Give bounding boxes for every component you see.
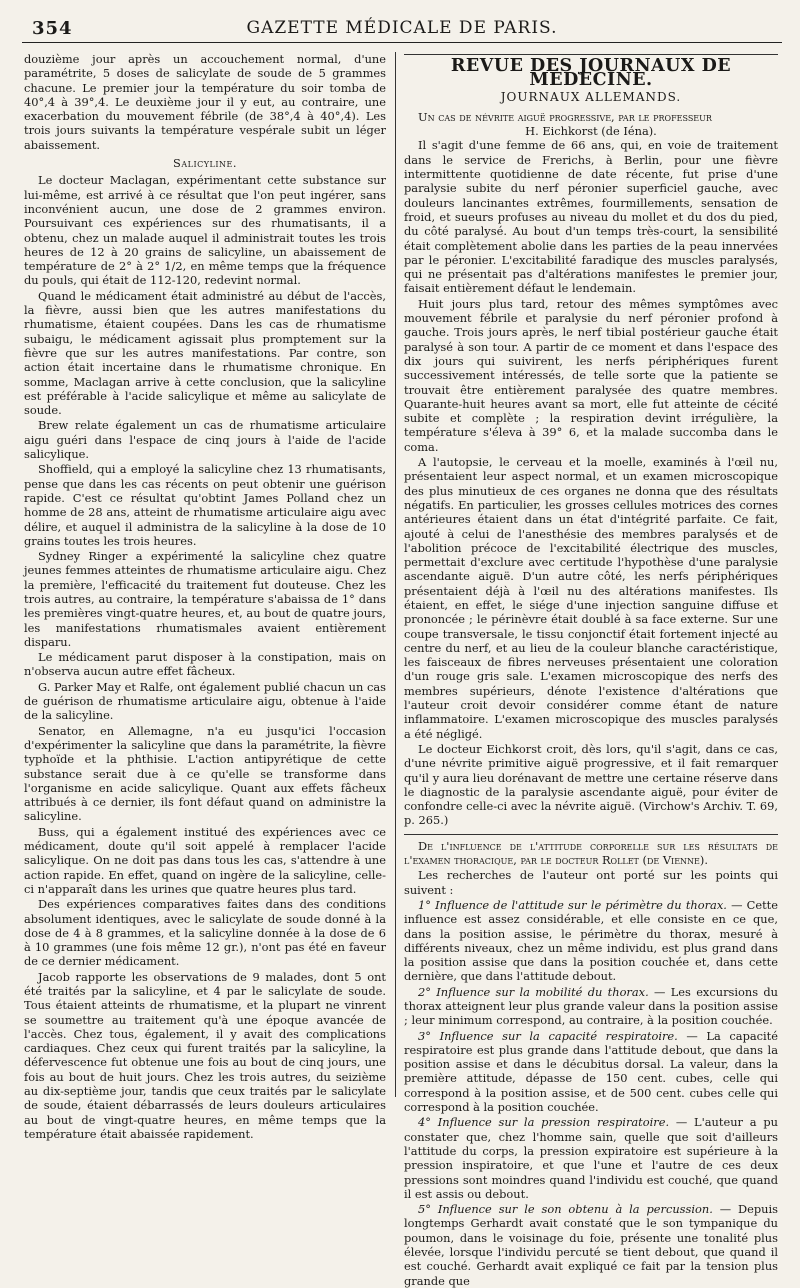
- list-item: [404, 898, 778, 984]
- item-body: — Depuis longtemps Gerhardt avait constaté que le son tympanique du poumon, dans le voisinage du foie, présente une tonalité plus élevée, lorsque l'individu percuté se tient debout, que quand il est couché. Gerhardt avait expliqué ce fait par la tension plus grande que: [404, 1202, 778, 1288]
- item-heading: 2° Influence sur la mobilité du thorax.: [418, 984, 649, 999]
- paragraph: Jacob rapporte les observations de 9 malades, dont 5 ont été traités par la salicyline, et 4 par le salicylate de soude. Tous étaient atteints de rhumatisme, et la plupart ne vinrent se soumettre au traitement qu'à une époque avancée de l'accès. Chez tous, également, il y avait des complications cardiaques. Chez ceux qui furent traités par la salicyline, la défervescence fut obtenue une fois au bout de cinq jours, une fois au bout de huit jours. Chez les trois autres, du seizième au dix-septième jour, tandis que ceux traités par le salicylate de soude, étaient débarrassés de leurs douleurs articulaires au bout de vingt-quatre heures, en même temps que la température était abaissée rapidement.: [24, 969, 386, 1141]
- item-heading: 3° Influence sur la capacité respiratoire.: [418, 1028, 678, 1043]
- revue-subtitle: JOURNAUX ALLEMANDS.: [500, 89, 682, 104]
- list-item: [404, 1115, 778, 1201]
- paragraph: Brew relate également un cas de rhumatisme articulaire aigu guéri dans l'espace de cinq jours à l'aide de l'acide salicylique.: [24, 418, 386, 462]
- right-column: [404, 52, 778, 1288]
- item-heading: 4° Influence sur la pression respiratoire.: [418, 1115, 670, 1130]
- item-body: — Les excursions du thorax atteignent leur plus grande valeur dans la position assise ; leur minimum correspond, au contraire, à la position couchée.: [404, 984, 778, 1028]
- article-title: Un cas de névrite aiguë progressive, par le professeur: [418, 109, 712, 124]
- paragraph: Shoffield, qui a employé la salicyline chez 13 rhumatisants, pense que dans les cas récents on peut obtenir une guérison rapide. C'est ce résultat qu'obtint James Polland chez un homme de 28 ans, atteint de rhumatisme articulaire aigu avec délire, et auquel il administra de la salicyline à la dose de 10 grains toutes les trois heures.: [24, 462, 386, 548]
- page-number: 354: [32, 18, 73, 39]
- item-body: — Cette influence est assez considérable, et elle consiste en ce que, dans la position assise, le périmètre du thorax, mesuré à différents niveaux, chez un même individu, est plus grand dans la position assise que dans la position couchée et, dans cette dernière, que dans l'attitude debout.: [404, 897, 778, 984]
- paragraph: Sydney Ringer a expérimenté la salicyline chez quatre jeunes femmes atteintes de rhumatisme articulaire aigu. Chez la première, l'efficacité du traitement fut douteuse. Chez les trois autres, au contraire, la température s'abaissa de 1° dans les premières vingt-quatre heures, et, au bout de quatre jours, les manifestations rhumatismales avaient entièrement disparu.: [24, 549, 386, 649]
- item-body: — L'auteur a pu constater que, chez l'homme sain, quelle que soit d'ailleurs l'attitude du corps, la pression expiratoire est supérieure à la pression inspiratoire, et que l'une et l'autre de ces deux pressions sont moindres quand l'individu est couché, que quand il est assis ou debout.: [404, 1115, 778, 1201]
- paragraph: G. Parker May et Ralfe, ont également publié chacun un cas de guérison de rhumatisme articulaire aigu, obtenue à l'aide de la salicyline.: [24, 679, 386, 723]
- list-item: [404, 1029, 778, 1115]
- paragraph: douzième jour après un accouchement normal, d'une paramétrite, 5 doses de salicylate de soude de 5 grammes chacune. Le premier jour la température du soir tomba de 40°,4 à 39°,4. Le deuxième jour il y eut, au contraire, une exacerbation du mouvement fébrile (de 38°,4 à 40°,4). Les trois jours suivants la température vespérale subit un léger abaissement.: [24, 52, 386, 152]
- column-divider: [395, 52, 396, 1097]
- paragraph: Le docteur Eichkorst croit, dès lors, qu'il s'agit, dans ce cas, d'une névrite primitive aiguë progressive, et il fait remarquer qu'il y aura lieu dorénavant de mettre une certaine réserve dans le diagnostic de la paralysie ascendante aiguë, pour éviter de confondre celle-ci avec la névrite aiguë. (Virchow's Archiv. T. 69, p. 265.): [404, 741, 778, 828]
- list-item: [404, 985, 778, 1028]
- section-heading-salicyline: Salicyline.: [173, 156, 237, 171]
- running-title: GAZETTE MÉDICALE DE PARIS.: [246, 18, 558, 38]
- paragraph: Senator, en Allemagne, n'a eu jusqu'ici l'occasion d'expérimenter la salicyline que dans la paramétrite, la fièvre typhoïde et la phthisie. L'action antipyrétique de cette substance serait due à ce qu'elle se transforme dans l'organisme en acide salicylique. Quant aux effets fâcheux attribués à ce dernier, ils font défaut quand on administre la salicyline.: [24, 723, 386, 824]
- left-column: [24, 52, 386, 1141]
- article-title: De l'influence de l'attitude corporelle sur les résultats de l'examen thoracique, par le docteur Rollet (de Vienne).: [404, 838, 778, 868]
- list-item: [404, 1202, 778, 1288]
- paragraph: Quand le médicament était administré au début de l'accès, la fièvre, aussi bien que les autres manifestations du rhumatisme, étaient coupées. Dans les cas de rhumatisme subaigu, le médicament agissait plus promptement sur la fièvre que sur les autres manifestations. Par contre, son action était incertaine dans le rhumatisme chronique. En somme, Maclagan arrive à cette conclusion, que la salicyline est préférable à l'acide salicylique et même au salicylate de soude.: [24, 288, 386, 418]
- article-author: H. Eichkorst (de Iéna).: [525, 124, 657, 139]
- article-separator: [404, 834, 778, 835]
- item-heading: 1° Influence de l'attitude sur le périmètre du thorax.: [418, 897, 727, 912]
- paragraph: Il s'agit d'une femme de 66 ans, qui, en voie de traitement dans le service de Frerichs, à Berlin, pour une fièvre intermittente quotidienne de date récente, fut prise d'une paralysie subite du nerf péronier superficiel gauche, avec douleurs lancinantes extrêmes, fourmillements, sensation de froid, et sueurs profuses au niveau du mollet et du dos du pied, du côté paralysé. Au bout d'un temps très-court, la sensibilité était complètement abolie dans les parties de la peau innervées par le péronier. L'excitabilité faradique des muscles paralysés, qui ne présentait pas d'altérations manifestes le premier jour, faisait entièrement défaut le lendemain.: [404, 138, 778, 296]
- paragraph: Les recherches de l'auteur ont porté sur les points qui suivent :: [404, 868, 778, 897]
- paragraph: Le médicament parut disposer à la constipation, mais on n'observa aucun autre effet fâcheux.: [24, 650, 386, 679]
- item-heading: 5° Influence sur le son obtenu à la percussion.: [418, 1202, 713, 1217]
- paragraph: A l'autopsie, le cerveau et la moelle, examinés à l'œil nu, présentaient leur aspect normal, et un examen microscopique des plus minutieux de ces organes ne donna que des résultats négatifs. En particulier, les grosses cellules motrices des cornes antérieures étaient dans un état d'intégrité parfaite. Ce fait, ajouté à celui de l'anesthésie des membres paralysés et de l'abolition précoce de l'excitabilité électrique des muscles, permettait d'exclure avec certitude l'hypothèse d'une paralysie ascendante aiguë. D'un autre côté, les nerfs périphériques présentaient déjà à l'œil nu des altérations manifestes. Ils étaient, en effet, le siége d'une injection sanguine diffuse et prononcée ; le périnèvre était doublé à sa face externe. Sur une coupe transversale, le tissu conjonctif était fortement injecté au centre du nerf, et au lieu de la couleur blanche caractéristique, les faisceaux de fibres nerveuses présentaient une coloration d'un rouge gris sale. L'examen microscopique des nerfs des membres supérieurs, dénote l'existence d'altérations que l'auteur croit devoir considérer comme étant de nature inflammatoire. L'examen microscopique des muscles paralysés a été négligé.: [404, 455, 778, 741]
- item-body: — La capacité respiratoire est plus grande dans l'attitude debout, que dans la position assise et dans le décubitus dorsal. La valeur, dans la première attitude, dépasse de 150 cent. cubes, celle qui correspond à la position assise, et de 500 cent. cubes celle qui correspond à la position couchée.: [404, 1028, 778, 1115]
- revue-title: REVUE DES JOURNAUX DE MÉDECINE.: [404, 54, 778, 88]
- page-header: [22, 14, 782, 43]
- paragraph: Le docteur Maclagan, expérimentant cette substance sur lui-même, est arrivé à ce résultat que l'on peut ingérer, sans inconvénient aucun, une dose de 2 grammes environ. Poursuivant ces expériences sur des rhumatisants, il a obtenu, chez un malade auquel il administrait toutes les trois heures de 12 à 20 grains de salicyline, un abaissement de température de 2° à 2° 1/2, en même temps que la fréquence du pouls, qui était de 112-120, redevint normal.: [24, 173, 386, 288]
- paragraph: Huit jours plus tard, retour des mêmes symptômes avec mouvement fébrile et paralysie du nerf péronier profond à gauche. Trois jours après, le nerf tibial postérieur gauche était paralysé à son tour. A partir de ce moment et dans l'espace des dix jours qui suivirent, les nerfs périphériques furent successivement intéressés, de telle sorte que la patiente se trouvait être entièrement paralysée des quatre membres. Quarante-huit heures avant sa mort, elle fut atteinte de cécité subite et complète ; la respiration devint irrégulière, la température s'éleva à 39° 6, et la malade succomba dans le coma.: [404, 296, 778, 454]
- paragraph: Buss, qui a également institué des expériences avec ce médicament, doute qu'il soit appelé à remplacer l'acide salicylique. On ne doit pas dans tous les cas, s'attendre à une action rapide. En effet, quand on ingère de la salicyline, celle-ci n'apparaît dans les urines que quatre heures plus tard.: [24, 824, 386, 896]
- paragraph: Des expériences comparatives faites dans des conditions absolument identiques, avec le salicylate de soude donné à la dose de 4 à 8 grammes, et la salicyline donnée à la dose de 6 à 10 grammes (une fois même 12 gr.), n'ont pas été en faveur de ce dernier médicament.: [24, 897, 386, 969]
